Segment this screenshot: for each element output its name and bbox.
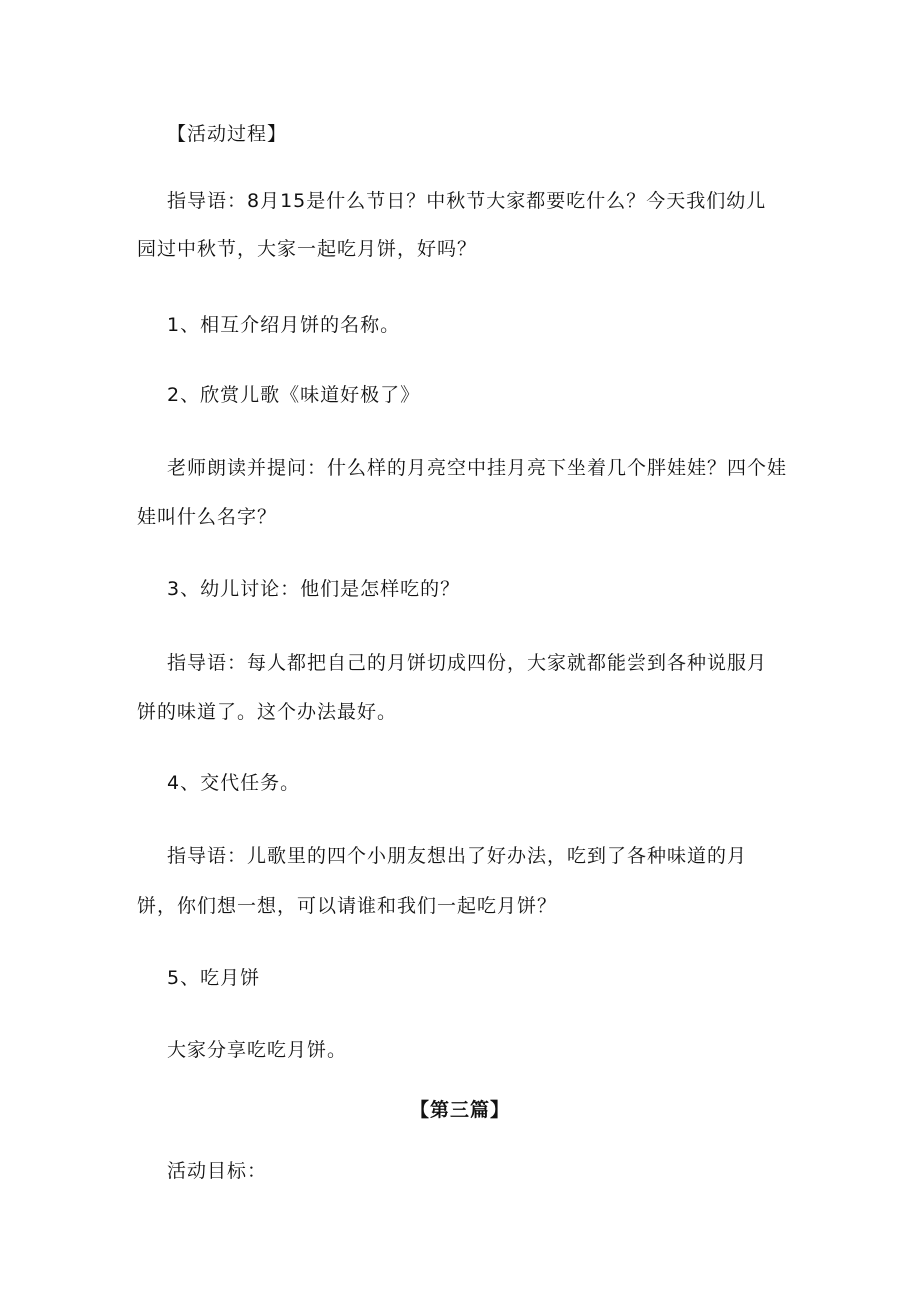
paragraph-guide-2-line-1: 指导语：每人都把自己的月饼切成四份，大家就都能尝到各种说服月	[167, 652, 768, 674]
activity-goals-label: 活动目标：	[167, 1160, 268, 1182]
step-1: 1、相互介绍月饼的名称。	[167, 314, 401, 336]
paragraph-guide-3-line-2: 饼，你们想一想，可以请谁和我们一起吃月饼？	[137, 895, 558, 917]
paragraph-share: 大家分享吃吃月饼。	[167, 1039, 348, 1061]
paragraph-guide-1-line-2: 园过中秋节，大家一起吃月饼，好吗？	[137, 238, 478, 260]
section-title-activity-process: 【活动过程】	[167, 123, 288, 145]
step-2: 2、欣赏儿歌《味道好极了》	[167, 384, 421, 406]
step-4: 4、交代任务。	[167, 772, 301, 794]
paragraph-guide-2-line-2: 饼的味道了。这个办法最好。	[137, 701, 398, 723]
chapter-three-title: 【第三篇】	[409, 1099, 510, 1121]
paragraph-guide-1-line-1: 指导语：8月15是什么节日？中秋节大家都要吃什么？今天我们幼儿	[167, 190, 767, 212]
paragraph-teacher-line-1: 老师朗读并提问：什么样的月亮空中挂月亮下坐着几个胖娃娃？四个娃	[167, 457, 788, 479]
step-5: 5、吃月饼	[167, 967, 261, 989]
step-3: 3、幼儿讨论：他们是怎样吃的？	[167, 578, 461, 600]
paragraph-guide-3-line-1: 指导语：儿歌里的四个小朋友想出了好办法，吃到了各种味道的月	[167, 845, 748, 867]
paragraph-teacher-line-2: 娃叫什么名字？	[137, 506, 278, 528]
